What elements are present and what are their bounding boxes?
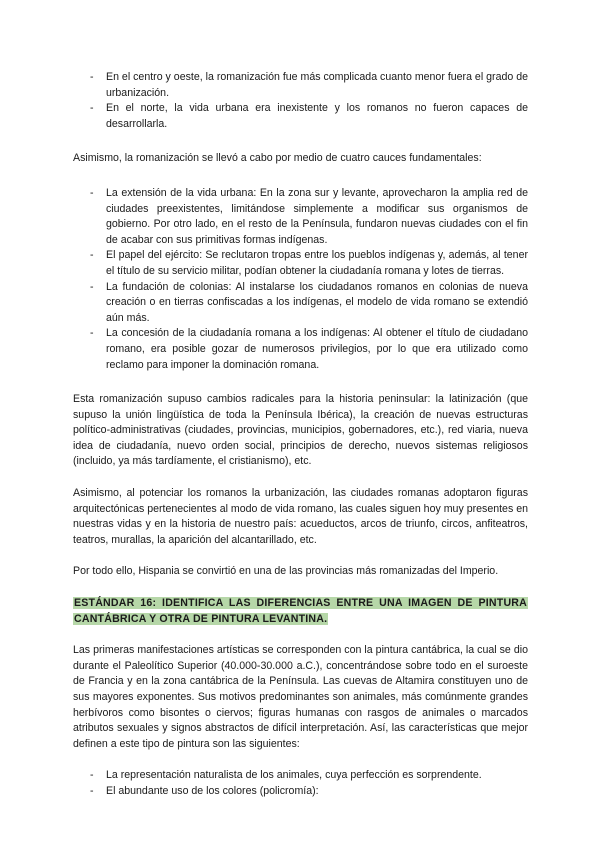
list-item: - La concesión de la ciudadanía romana a los indígenas: Al obtener el título de ciudadano romano, era posible gozar de numerosos privilegios, por lo que era utilizado como reclamo para imponer la dominación romana. [73, 326, 528, 373]
list-item: - En el centro y oeste, la romanización fue más complicada cuanto menor fuera el grado de urbanización. [73, 70, 528, 101]
urbanization-list [73, 70, 528, 132]
cauces-list [73, 186, 528, 373]
list-item: - El abundante uso de los colores (policromía): [73, 784, 528, 800]
paragraph-cambios: Esta romanización supuso cambios radicales para la historia peninsular: la latinización (que supuso la unión lingüística de toda la Península Ibérica), la creación de nuevas estructuras político-administrativas (ciudades, provincias, municipios, gobernadores, etc.), red viaria, nueva idea de ciudadanía, nuevo orden social, principios de derecho, nuevos sistemas religiosos (incluido, ya más tardíamente, el cristianismo), etc. [73, 393, 528, 468]
paragraph-pintura: Las primeras manifestaciones artísticas se corresponden con la pintura cantábrica, la cual se dio durante el Paleolítico Superior (40.000-30.000 a.C.), concentrándose sobre todo en el suroeste de Francia y en la zona cantábrica de la Península. Las cuevas de Altamira constituyen uno de sus mayores exponentes. Sus motivos predominantes son animales, más comúnmente grandes herbívoros como bisontes o ciervos; figuras humanas con rasgos de animales o marcados atributos sexuales y signos abstractos de difícil interpretación. Así, las características que mejor definen a este tipo de pintura son las siguientes: [73, 644, 528, 750]
list-item: - La fundación de colonias: Al instalarse los ciudadanos romanos en colonias de nueva creación o en tierras confiscadas a los indígenas, el modelo de vida romano se extendió aún más. [73, 280, 528, 327]
paragraph-cauces-intro: Asimismo, la romanización se llevó a cabo por medio de cuatro cauces fundamentales: [73, 152, 482, 165]
list-item: - El papel del ejército: Se reclutaron tropas entre los pueblos indígenas y, además, al tener el título de su servicio militar, podían obtener la ciudadanía romana y lotes de tierras. [73, 248, 528, 279]
caracteristicas-list [73, 768, 528, 799]
page-content [73, 70, 528, 800]
list-item: - La extensión de la vida urbana: En la zona sur y levante, aprovecharon la amplia red de ciudades preexistentes, limitándose simplemente a modificar sus organismos de gobierno. Por otro lado, en el resto de la Península, fundaron nuevas ciudades con el fin de acabar con sus primitivas formas indígenas. [73, 186, 528, 248]
paragraph-hispania: Por todo ello, Hispania se convirtió en una de las provincias más romanizadas del Imperio. [73, 565, 499, 578]
paragraph-arquitectura: Asimismo, al potenciar los romanos la urbanización, las ciudades romanas adoptaron figuras arquitectónicas pertenecientes al modo de vida romano, las cuales siguen hoy muy presentes en nuestras vidas y en la historia de nuestro país: acueductos, arcos de triunfo, circos, anfiteatros, teatros, murallas, la aparición del alcantarillado, etc. [73, 487, 528, 546]
list-item: - La representación naturalista de los animales, cuya perfección es sorprendente. [73, 768, 528, 784]
heading-highlight: ESTÁNDAR 16: IDENTIFICA LAS DIFERENCIAS ENTRE UNA IMAGEN DE PINTURA CANTÁBRICA Y OTRA DE PINTURA LEVANTINA. [74, 597, 527, 625]
section-heading [73, 596, 528, 627]
list-item: - En el norte, la vida urbana era inexistente y los romanos no fueron capaces de desarrollarla. [73, 101, 528, 132]
